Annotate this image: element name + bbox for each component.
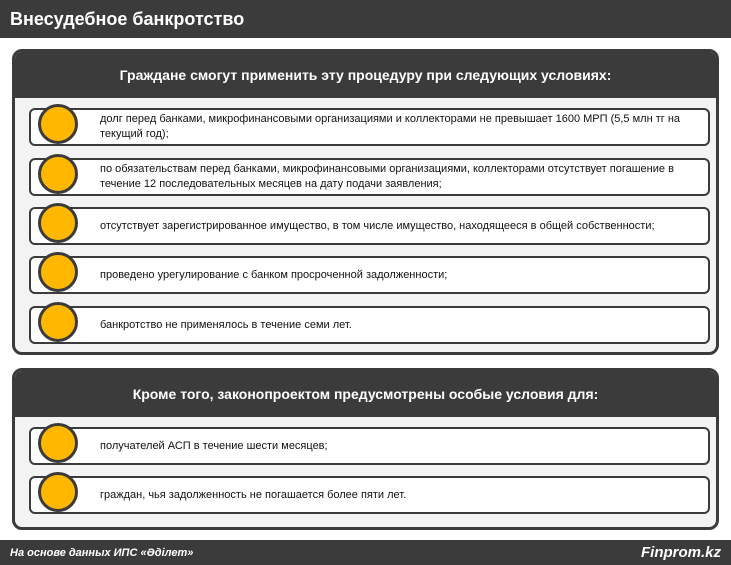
conditions-title: Граждане смогут применить эту процедуру при следующих условиях: xyxy=(15,52,716,98)
condition-item xyxy=(29,108,710,146)
condition-item xyxy=(29,158,710,196)
page-title: Внесудебное банкротство xyxy=(10,8,245,29)
bullet-circle-icon xyxy=(38,252,78,292)
condition-text: банкротство не применялось в течение семи лет. xyxy=(100,318,352,331)
special-condition-item xyxy=(29,427,710,465)
page-footer xyxy=(0,540,731,565)
special-conditions-title: Кроме того, законопроектом предусмотрены особые условия для: xyxy=(15,371,716,417)
bullet-circle-icon xyxy=(38,203,78,243)
special-conditions-panel xyxy=(12,368,719,530)
condition-item xyxy=(29,256,710,294)
condition-item xyxy=(29,306,710,344)
special-condition-text: граждан, чья задолженность не погашается более пяти лет. xyxy=(100,488,407,501)
condition-text: по обязательствам перед банками, микрофинансовыми организациями, коллекторами отсутствует погашение в течение 12 последовательных месяцев на дату подачи заявления; xyxy=(100,163,674,190)
bullet-circle-icon xyxy=(38,302,78,342)
special-condition-item xyxy=(29,476,710,514)
brand-logo: Finprom.kz xyxy=(640,544,721,561)
bullet-circle-icon xyxy=(38,472,78,512)
bullet-circle-icon xyxy=(38,104,78,144)
condition-item xyxy=(29,207,710,245)
bullet-circle-icon xyxy=(38,154,78,194)
condition-text: долг перед банками, микрофинансовыми организациями и коллекторами не превышает 1600 МРП (5,5 млн тг на текущий год); xyxy=(100,113,681,140)
conditions-panel xyxy=(12,49,719,355)
source-note: На основе данных ИПС «Әділет» xyxy=(10,546,194,559)
condition-text: отсутствует зарегистрированное имущество, в том числе имущество, находящееся в общей собственности; xyxy=(100,219,655,232)
page-header xyxy=(0,0,731,38)
bullet-circle-icon xyxy=(38,423,78,463)
special-condition-text: получателей АСП в течение шести месяцев; xyxy=(100,439,328,452)
condition-text: проведено урегулирование с банком просроченной задолженности; xyxy=(100,268,448,281)
